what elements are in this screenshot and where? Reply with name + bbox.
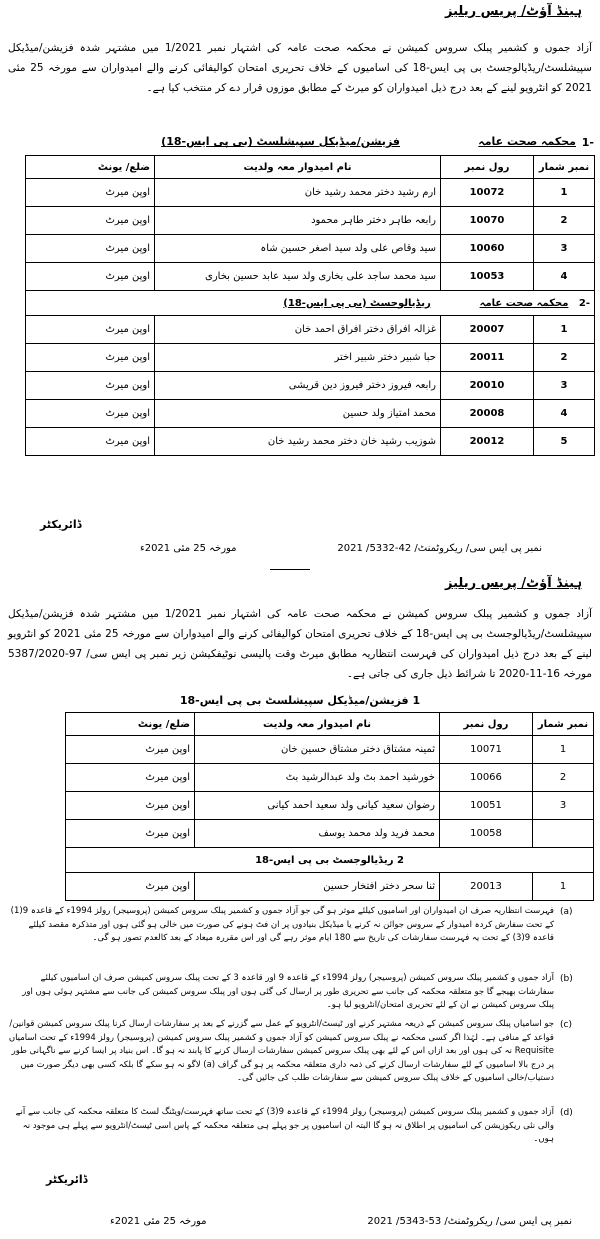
cell-name: رضوان سعید کیانی ولد سعید احمد کیانی (195, 792, 440, 820)
header-roll: رول نمبر (440, 713, 533, 736)
cell-roll: 20011 (441, 344, 534, 372)
cell-district: اوپن میرٹ (26, 235, 155, 263)
table-row (26, 263, 595, 291)
release2-intro: آزاد جموں و کشمیر پبلک سروس کمیشن نے محکمہ صحت عامہ کی اشتہار نمبر 1/2021 میں مشتہر شدہ فزیشن/میڈیکل سپیشلسٹ/ریڈیالوجسٹ بی پی ایس-18 کے خلاف تحریری امتحان کوالیفائی کرنے والے امیدواران سے مورخہ 25 مئی 2021 کو انٹرویو لینے کے بعد درج ذیل امیدواران کی فہرست انتظاریہ مطابق میرٹ وقت پالیسی نوٹیفکیشن زیر نمبر پی ایس سی/ 97-5387/2020 مورخہ 16-11-2020 تا شرائط ذیل جاری کی جاتی ہے۔ (8, 608, 592, 680)
note-a-text: فہرست انتظاریہ صرف ان امیدواران اور اسامیوں کیلئے موثر ہو گی جو آزاد جموں و کشمیر پبلک سروس کمیشن (پروسیجر) رولز 1994ء کے قاعدہ 9(1) کے تحت سفارش کردہ امیدوار کے سروس جوائن نہ کرنے یا میڈیکل بنیادوں پر ان فٹ ہونے کی صورت میں خالی ہو گئی ہوں اور متذکرہ مقصد کیلئے قاعدہ 9(3) کے تحت یہ فہرست سفارشات کی تاریخ سے 180 ایام موثر رہے گی اور اس مقررہ میعاد کے بعد کالعدم تصور ہو گی۔ (10, 906, 554, 943)
release1-table (25, 155, 595, 456)
section2-header-cell (26, 291, 595, 316)
cell-district: اوپن میرٹ (66, 873, 195, 901)
cell-serial (533, 820, 594, 848)
cell-name: رابعہ طاہر دختر طاہر محمود (155, 207, 441, 235)
cell-serial: 3 (534, 372, 595, 400)
note-b-text: آزاد جموں و کشمیر پبلک سروس کمیشن (پروسیجر) رولز 1994ء کے قاعدہ 9 اور قاعدہ 3 کے تحت پبلک سروس کمیشن صرف ان اسامیوں کیلئے سفارشات بھیجے گا جو متعلقہ محکمہ کی جانب سے تحریری طور پر ارسال کی گئی ہوں اور پبلک سروس کمیشن کی جانب سے مشتہر ہوئی ہوں اور پبلک سروس کمیشن نے ان کے لئے تحریری امتحان/انٹرویو لیا ہو۔ (22, 973, 554, 1010)
cell-district: اوپن میرٹ (66, 764, 195, 792)
cell-name: محمد امتیاز ولد حسین (155, 400, 441, 428)
release1-signature: ڈائریکٹر (40, 518, 82, 531)
cell-district: اوپن میرٹ (26, 263, 155, 291)
cell-serial: 2 (534, 207, 595, 235)
release2-signature: ڈائریکٹر (46, 1173, 88, 1186)
note-d-text: آزاد جموں و کشمیر پبلک سروس کمیشن (پروسیجر) رولز 1994ء کے قاعدہ 9(3) کے تحت ساتھ فہرست/ویٹنگ لسٹ کا متعلقہ محکمہ کی جانب سے آنے والی نئی ریکوزیشن کی اسامیوں پر اطلاق نہ ہو گا البتہ ان اسامیوں پر جو پہلے ہی متعلقہ محکمہ کے پاس اسی ٹیسٹ/انٹرویو سے پہلے ہی موجود نہ ہوں۔ (15, 1107, 554, 1144)
release1-section2-number: -2 (578, 297, 590, 309)
cell-serial: 1 (533, 873, 594, 901)
note-c-text: جو اسامیاں پبلک سروس کمیشن کے ذریعہ مشتہر کرنے اور ٹیسٹ/انٹرویو کے عمل سے گزرنے کے بعد پر سفارشات ارسال کرنا پبلک سروس کمیشن قوانین/قواعد کے منافی ہے۔ لہٰذا اگر کسی محکمہ نے پبلک سروس کمیشن کو آزاد جموں و کشمیر پبلک سروس کمیشن (پروسیجر) رولز 1994ء کے تحت اسامیاں Requisite نہ کی ہوں اور بعد ازاں اس کے لئے بھی پبلک سروس کمیشن سفارشات ارسال کرنے کا پابند نہ ہو گا۔ اس بنیاد پر ایسا کرنے سے ناگہانی طور پر درج بالا اسامیوں کے لئے سفارشات ارسال کرنے کی ذمہ داری متعلقہ محکمہ پر ہو گی گراف (a) لاگو نہ ہو سکے گا بلکہ کسی بھی دیگر صورت میں دستیاب/خالی اسامیوں کے خلاف پبلک سروس کمیشن سے سفارشات طلب کی جائیں گی۔ (8, 1019, 554, 1083)
note-a-label: (a) (560, 907, 573, 917)
header-name: نام امیدوار معہ ولدیت (155, 156, 441, 179)
table-row (66, 820, 594, 848)
release2-date: مورخہ 25 مئی 2021ء (110, 1216, 207, 1227)
section-header-row (26, 291, 595, 316)
cell-roll: 10058 (440, 820, 533, 848)
table-row (26, 235, 595, 263)
cell-district: اوپن میرٹ (26, 400, 155, 428)
cell-district: اوپن میرٹ (66, 820, 195, 848)
cell-serial: 4 (534, 263, 595, 291)
cell-name: حبا شبیر دختر شبیر اختر (155, 344, 441, 372)
cell-serial: 1 (533, 736, 594, 764)
cell-roll: 20007 (441, 316, 534, 344)
cell-roll: 20010 (441, 372, 534, 400)
note-c-label: (c) (560, 1020, 572, 1030)
table-row (26, 400, 595, 428)
release2-heading: ہینڈ آؤٹ/ پریس ریلیز (445, 576, 582, 591)
header-district: ضلع/ یونٹ (66, 713, 195, 736)
table-row (66, 764, 594, 792)
cell-roll: 20012 (441, 428, 534, 456)
cell-roll: 10070 (441, 207, 534, 235)
table-row (66, 792, 594, 820)
header-name: نام امیدوار معہ ولدیت (195, 713, 440, 736)
separator-divider (270, 569, 310, 570)
cell-name: سید محمد ساجد علی بخاری ولد سید عابد حسین بخاری (155, 263, 441, 291)
header-serial: نمبر شمار (533, 713, 594, 736)
cell-name: سید وقاص علی ولد سید اصغر حسین شاہ (155, 235, 441, 263)
cell-roll: 10066 (440, 764, 533, 792)
header-district: ضلع/ یونٹ (26, 156, 155, 179)
cell-roll: 10053 (441, 263, 534, 291)
header-serial: نمبر شمار (534, 156, 595, 179)
cell-name: غزالہ افراق دختر افراق احمد خان (155, 316, 441, 344)
cell-name: ثنا سحر دختر افتخار حسین (195, 873, 440, 901)
release2-section1-title: 1 فزیشن/میڈیکل سپیشلسٹ بی پی ایس-18 (179, 694, 421, 707)
cell-district: اوپن میرٹ (66, 792, 195, 820)
cell-serial: 5 (534, 428, 595, 456)
release1-reference: نمبر پی ایس سی/ ریکروٹمنٹ/ 42-5332/ 2021 (337, 543, 542, 554)
release1-section1-post: فزیشن/میڈیکل سپیشلسٹ (بی پی ایس-18) (161, 135, 400, 148)
table-header-row (66, 713, 594, 736)
table-header-row (26, 156, 595, 179)
cell-roll: 10051 (440, 792, 533, 820)
cell-district: اوپن میرٹ (26, 207, 155, 235)
cell-serial: 3 (534, 235, 595, 263)
cell-serial: 3 (533, 792, 594, 820)
cell-name: رابعہ فیروز دختر فیروز دین قریشی (155, 372, 441, 400)
cell-roll: 20008 (441, 400, 534, 428)
note-d-label: (d) (560, 1108, 573, 1118)
cell-roll: 20013 (440, 873, 533, 901)
cell-serial: 1 (534, 179, 595, 207)
release1-section1-number: 1- (581, 136, 594, 149)
cell-roll: 10060 (441, 235, 534, 263)
note-b-label: (b) (560, 974, 573, 984)
cell-name: ارم رشید دختر محمد رشید خان (155, 179, 441, 207)
cell-name: محمد فرید ولد محمد یوسف (195, 820, 440, 848)
release1-section2-post: ریڈیالوجسٹ (بی پی ایس-18) (283, 297, 431, 309)
release1-date: مورخہ 25 مئی 2021ء (140, 543, 237, 554)
cell-serial: 1 (534, 316, 595, 344)
release1-section1-department: محکمہ صحت عامہ (478, 135, 576, 148)
cell-district: اوپن میرٹ (26, 428, 155, 456)
table-row (66, 873, 594, 901)
release1-heading: ہینڈ آؤٹ/ پریس ریلیز (445, 4, 582, 19)
cell-roll: 10071 (440, 736, 533, 764)
cell-district: اوپن میرٹ (66, 736, 195, 764)
cell-district: اوپن میرٹ (26, 344, 155, 372)
table-row (26, 179, 595, 207)
cell-district: اوپن میرٹ (26, 179, 155, 207)
release1-section2-department: محکمہ صحت عامہ (479, 297, 569, 309)
release1-intro: آزاد جموں و کشمیر پبلک سروس کمیشن نے محکمہ صحت عامہ کی اشتہار نمبر 1/2021 میں مشتہر شدہ فزیشن/میڈیکل سپیشلسٹ/ریڈیالوجسٹ بی پی ایس-18 کی اسامیوں کے خلاف تحریری امتحان کوالیفائی کرنے والے امیدواران سے مورخہ 25 مئی 2021 کو انٹرویو لینے کے بعد درج ذیل امیدواران کو میرٹ کے مطابق موزوں قرار دے کر منتخب کیا ہے۔ (8, 42, 592, 94)
release2-table (65, 712, 594, 901)
cell-name: خورشید احمد بٹ ولد عبدالرشید بٹ (195, 764, 440, 792)
cell-name: شوزیب رشید خان دختر محمد رشید خان (155, 428, 441, 456)
table-row (26, 428, 595, 456)
table-row (26, 207, 595, 235)
cell-district: اوپن میرٹ (26, 372, 155, 400)
section-header-row (66, 848, 594, 873)
cell-roll: 10072 (441, 179, 534, 207)
table-row (26, 316, 595, 344)
cell-district: اوپن میرٹ (26, 316, 155, 344)
cell-serial: 2 (534, 344, 595, 372)
release2-section2-title: 2 ریڈیالوجسٹ بی پی ایس-18 (66, 848, 594, 873)
cell-serial: 4 (534, 400, 595, 428)
table-row (26, 344, 595, 372)
cell-name: ثمینہ مشتاق دختر مشتاق حسین خان (195, 736, 440, 764)
release2-reference: نمبر پی ایس سی/ ریکروٹمنٹ/ 53-5343/ 2021 (367, 1216, 572, 1227)
header-roll: رول نمبر (441, 156, 534, 179)
table-row (26, 372, 595, 400)
table-row (66, 736, 594, 764)
cell-serial: 2 (533, 764, 594, 792)
